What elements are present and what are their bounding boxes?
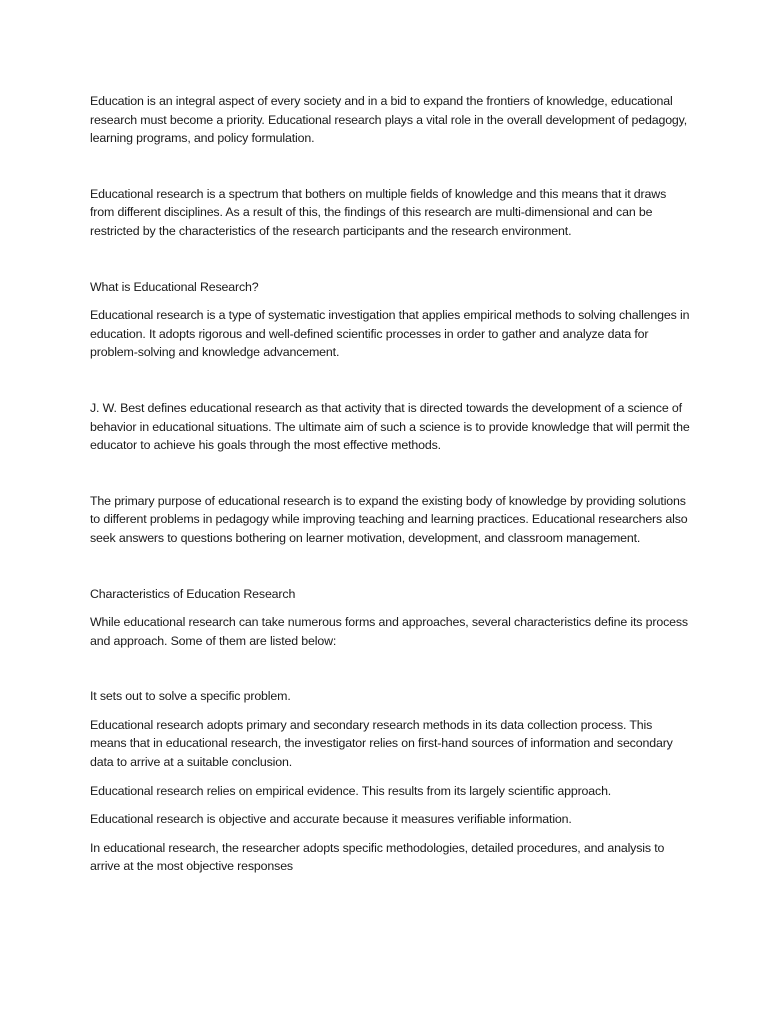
characteristic-item: Educational research relies on empirical evidence. This results from its largely scientific approach. <box>90 783 612 798</box>
characteristic-item: It sets out to solve a specific problem. <box>90 689 291 704</box>
characteristic-item: In educational research, the researcher adopts specific methodologies, detailed procedures, and analysis to arrive at the most objective responses <box>90 840 665 874</box>
definition-paragraph: Educational research is a type of systematic investigation that applies empirical methods to solving challenges in education. It adopts rigorous and well-defined scientific processes in order to gather and analyze data for problem-solving and knowledge advancement. <box>90 308 690 360</box>
document-page <box>90 92 690 876</box>
characteristics-intro-paragraph: While educational research can take numerous forms and approaches, several characteristics define its process and approach. Some of them are listed below: <box>90 615 688 648</box>
spectrum-paragraph: Educational research is a spectrum that bothers on multiple fields of knowledge and this means that it draws from different disciplines. As a result of this, the findings of this research are multi-dimensional and can be restricted by the characteristics of the research participants and the research environment. <box>90 186 667 238</box>
characteristic-item: Educational research is objective and accurate because it measures verifiable information. <box>90 812 572 827</box>
intro-paragraph: Education is an integral aspect of every society and in a bid to expand the frontiers of knowledge, educational research must become a priority. Educational research plays a vital role in the overall development of pedagogy, learning programs, and policy formulation. <box>90 94 688 146</box>
best-definition-paragraph: J. W. Best defines educational research as that activity that is directed towards the development of a science of behavior in educational situations. The ultimate aim of such a science is to provide knowledge that will permit the educator to achieve his goals through the most effective methods. <box>90 400 690 453</box>
section-heading-characteristics: Characteristics of Education Research <box>90 586 296 601</box>
purpose-paragraph: The primary purpose of educational research is to expand the existing body of knowledge by providing solutions to different problems in pedagogy while improving teaching and learning practices. Educational researchers also seek answers to questions bothering on learner motivation, development, and classroom management. <box>90 493 688 545</box>
characteristic-item: Educational research adopts primary and secondary research methods in its data collection process. This means that in educational research, the investigator relies on first-hand sources of information and secondary data to arrive at a suitable conclusion. <box>90 717 673 770</box>
section-heading-what-is: What is Educational Research? <box>90 279 259 294</box>
